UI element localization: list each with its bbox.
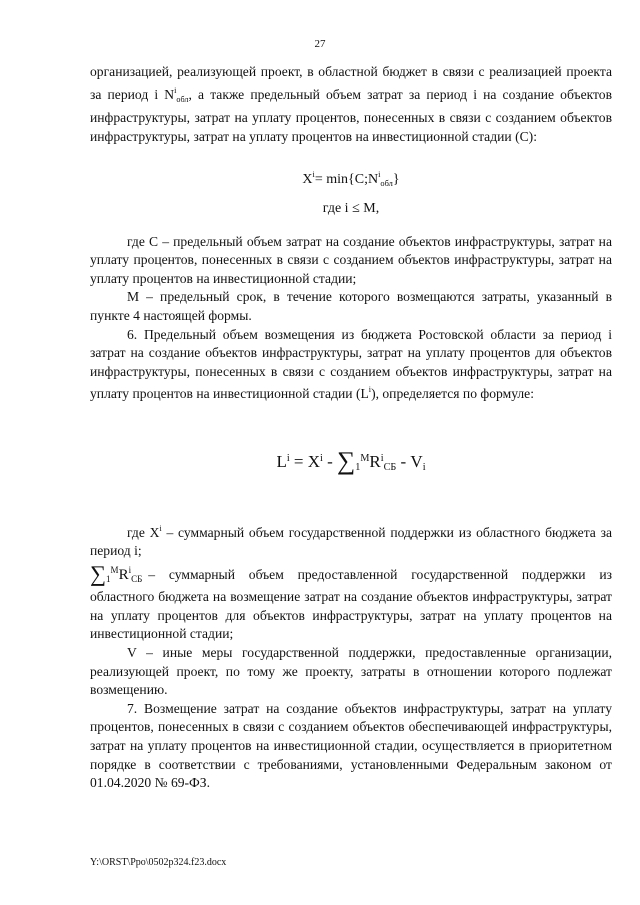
intro-text-a: организацией, реализующей проект, в областной бюджет в связи с реализацией проекта за период: [90, 64, 612, 102]
formula-min: $X^i=$ $\min\{С;N^i_{обл}\}$: [302, 170, 400, 189]
intro-formula-n: $N^i_{обл}$: [164, 85, 189, 104]
inline-sum-formula: $\sum_1^MR^i_{СБ}$: [90, 560, 143, 586]
formula-l: $L^i = X^i - \sum_1^MR^i_{СБ} - V_i$: [276, 445, 426, 475]
page-number: 27: [314, 38, 326, 50]
paragraph-c-definition: где С – предельный объем затрат на создание объектов инфраструктуры, затрат на уплату процентов, понесенных в связи с созданием объектов инфраструктуры, затрат на уплату процентов на инвестиционной стадии;: [90, 233, 612, 286]
paragraph-x-definition: где $X^i$ – суммарный объем государственной поддержки из областного бюджета за период i;: [90, 523, 612, 559]
footer-file-path: Y:\ORST\Ppo\0502p324.f23.docx: [90, 857, 227, 868]
paragraph-m-definition: М – предельный срок, в течение которого возмещаются затраты, указанный в пункте 4 настоящей формы.: [90, 289, 612, 323]
intro-index-i: i: [154, 86, 159, 102]
formula-condition: где i ≤ M,: [322, 200, 380, 216]
paragraph-item-7: 7. Возмещение затрат на создание объектов инфраструктуры, затрат на уплату процентов, понесенных в связи с созданием объектов обеспечивающей инфраструктуры, затрат на уплату процентов на инвестиционной стадии, осуществляется в приоритетном порядке в соответствии с требованиями, установленными Федеральным законом от 01.04.2020 № 69-ФЗ.: [90, 700, 612, 791]
document-body: [90, 63, 612, 793]
paragraph-sum-definition: $\sum_1^MR^i_{СБ}$ – суммарный объем предоставленной государственной поддержки из областного бюджета на возмещение затрат на создание объектов инфраструктуры, затрат на уплату процентов для объектов инфраструктуры, затрат на уплату процентов на инвестиционной стадии;: [90, 560, 612, 642]
paragraph-intro: [90, 63, 612, 146]
intro-text-b: , а также предельный объем затрат за период i на создание объектов инфраструктуры, затрат на уплату процентов, понесенных в связи с созданием объектов инфраструктуры, затрат на уплату процентов на инвестиционной стадии (С):: [90, 86, 613, 144]
paragraph-item-6: 6. Предельный объем возмещения из бюджета Ростовской области за период i затрат на создание объектов инфраструктуры, затрат на уплату процентов для объектов инфраструктуры, понесенных в связи с созданием объектов инфраструктуры, затрат на уплату процентов на инвестиционной стадии $(L^i)$, определяется по формуле:: [90, 326, 612, 402]
paragraph-v-definition: V – иные меры государственной поддержки, предоставленные организации, реализующей проект, по тому же проекту, затраты в отношении которого подлежат возмещению.: [90, 645, 612, 698]
